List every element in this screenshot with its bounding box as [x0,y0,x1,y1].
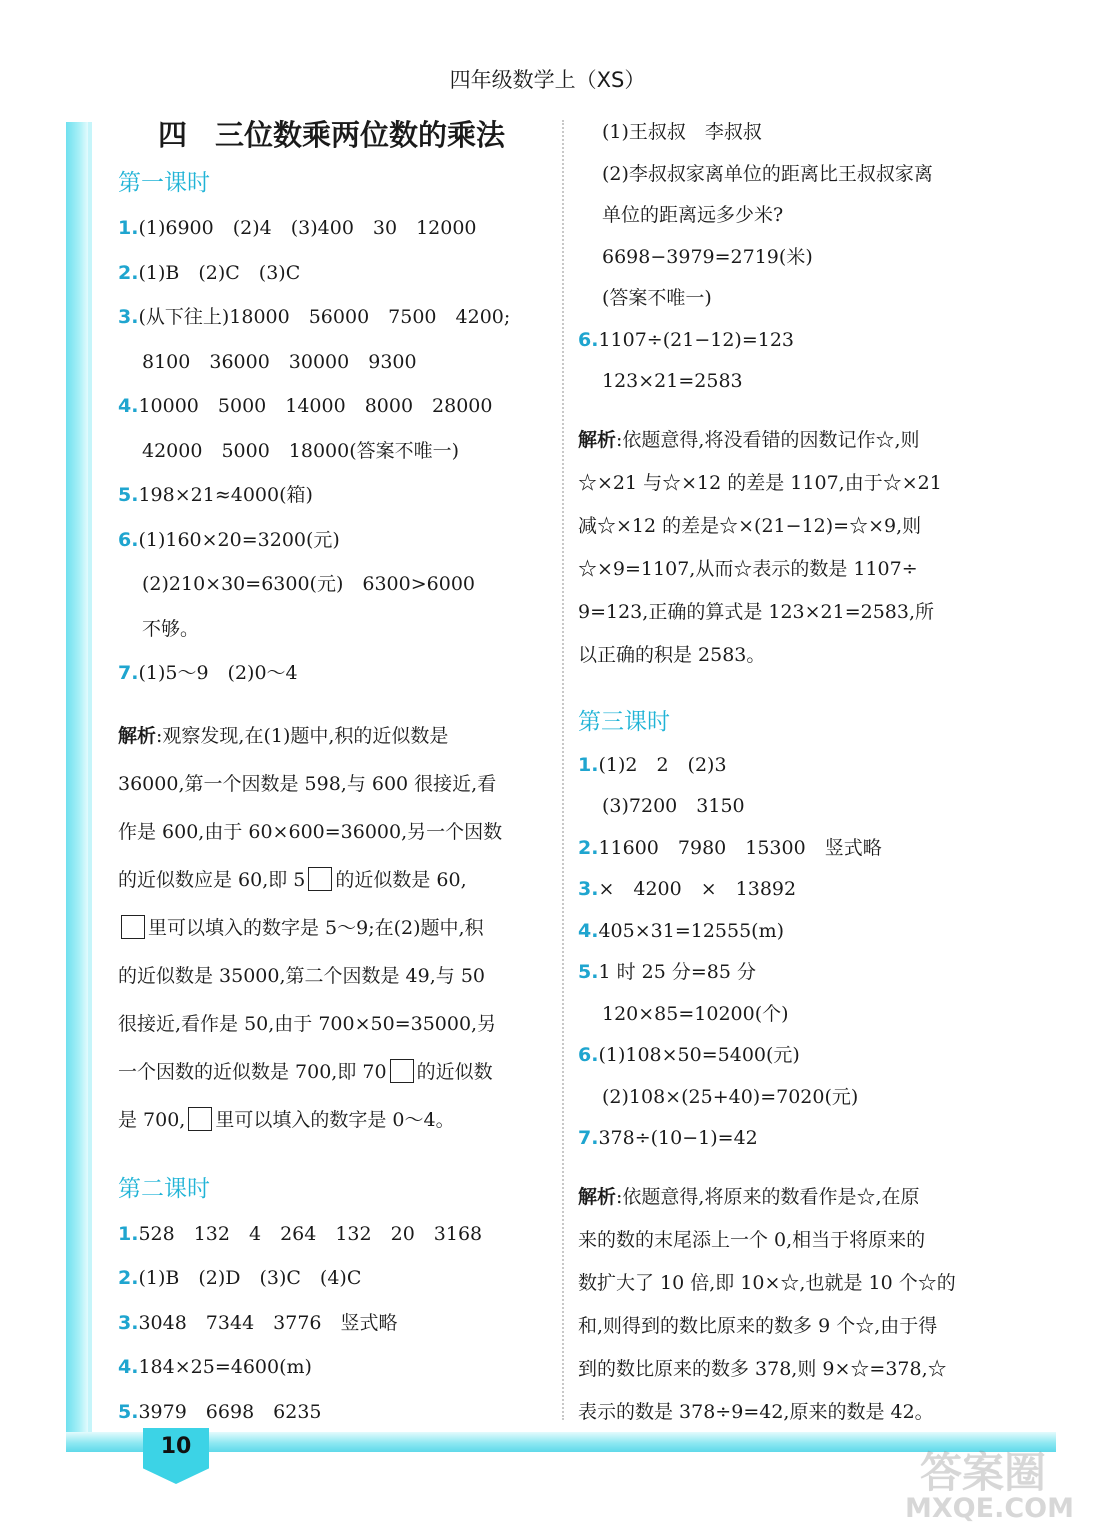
answer-line [118,1256,548,1301]
analysis-line [118,904,548,952]
answer-line [578,745,1018,787]
question-number: 2. [578,836,599,859]
answer-text: 120×85=10200(个) [602,1002,789,1025]
analysis-text: 里可以填入的数字是 0～4。 [215,1108,455,1131]
answer-text: 184×25=4600(m) [138,1356,312,1378]
answer-text: 3979 6698 6235 [138,1400,322,1423]
analysis-line: 和,则得到的数比原来的数多 9 个☆,由于得 [578,1314,938,1337]
answer-line [578,195,1018,237]
answer-line [578,828,1018,870]
answer-text: 123×21=2583 [602,370,743,392]
analysis-line: 很接近,看作是 50,由于 700×50=35000,另 [118,1012,497,1035]
analysis-text: 里可以填入的数字是 5～9;在(2)题中,积 [148,916,484,939]
analysis-line [118,856,548,904]
answer-text: (1)B (2)C (3)C [138,261,301,284]
left-decorative-border [66,122,88,1452]
answer-line [118,206,548,251]
answer-line [118,384,548,429]
answer-text: 405×31=12555(m) [598,919,785,942]
watermark-logo: 答案圈 [920,1448,1047,1497]
analysis-label: 解析 [578,1185,617,1208]
answer-line [578,911,1018,953]
answer-line [118,429,548,474]
blank-box [390,1059,414,1083]
answer-line [118,295,548,340]
analysis-line [578,419,1018,462]
answer-line [578,1077,1018,1119]
question-number: 3. [118,1311,139,1334]
answer-line [118,340,548,385]
left-border-inner [88,122,92,1434]
section-heading-lesson-1: 第一课时 [118,170,210,196]
answer-text: (3)7200 3150 [602,795,745,817]
answer-line [578,154,1018,196]
answer-line [118,1301,548,1346]
answer-text: (1)B (2)D (3)C (4)C [138,1267,362,1289]
answer-line [118,1390,548,1435]
answer-text: (1)160×20=3200(元) [138,528,340,551]
analysis-block [118,712,548,1144]
analysis-line: 以正确的积是 2583。 [578,643,766,666]
question-number: 1. [578,753,599,776]
analysis-line: 表示的数是 378÷9=42,原来的数是 42。 [578,1400,934,1423]
analysis-line [118,1096,548,1144]
right-column [578,112,1018,1456]
answer-line [118,518,548,563]
watermark-url: MXQE.COM [905,1493,1074,1524]
analysis-line: ☆×9=1107,从而☆表示的数是 1107÷ [578,557,918,580]
answer-line [578,320,1018,362]
answer-text: 378÷(10−1)=42 [598,1127,758,1149]
answer-line [578,869,1018,911]
analysis-line [118,1048,548,1096]
answer-line [578,278,1018,320]
answer-line [118,651,548,696]
answer-text: 6698−3979=2719(米) [602,245,813,268]
answer-text: 不够。 [142,617,200,640]
analysis-text: :依题意得,将没看错的因数记作☆,则 [616,428,920,451]
blank-box [121,915,145,939]
question-number: 7. [118,662,139,684]
analysis-text: 的近似数是 60, [335,868,467,891]
question-number: 6. [578,1044,599,1066]
answer-text: 198×21≈4000(箱) [138,484,313,506]
answer-text: 10000 5000 14000 8000 28000 [138,395,493,417]
question-number: 6. [578,328,599,351]
answer-text: (1)2 2 (2)3 [598,753,727,776]
analysis-line [578,1176,1018,1219]
analysis-line [118,712,548,760]
answer-text: (1)6900 (2)4 (3)400 30 12000 [138,217,477,239]
answer-text: 8100 36000 30000 9300 [142,350,417,373]
analysis-line: 9=123,正确的算式是 123×21=2583,所 [578,600,935,623]
analysis-text: :观察发现,在(1)题中,积的近似数是 [156,724,449,747]
analysis-line: 来的数的末尾添上一个 0,相当于将原来的 [578,1228,926,1251]
analysis-text: :依题意得,将原来的数看作是☆,在原 [616,1185,920,1208]
answer-text: (答案不唯一) [602,287,712,309]
blank-box [308,867,332,891]
answer-text: (1)5～9 (2)0～4 [138,662,298,684]
analysis-line: 到的数比原来的数多 378,则 9×☆=378,☆ [578,1357,947,1380]
analysis-line: 数扩大了 10 倍,即 10×☆,也就是 10 个☆的 [578,1271,956,1294]
chapter-number: 四 [158,118,188,152]
analysis-line: ☆×21 与☆×12 的差是 1107,由于☆×21 [578,471,942,494]
section-heading-lesson-3: 第三课时 [578,708,670,735]
question-number: 7. [578,1127,599,1149]
answer-line [578,361,1018,403]
answer-line [118,1212,548,1257]
analysis-label: 解析 [118,724,157,747]
chapter-title [158,110,548,160]
section-heading-lesson-2: 第二课时 [118,1175,210,1202]
analysis-line: 作是 600,由于 60×600=36000,另一个因数 [118,820,503,843]
question-number: 4. [578,919,599,942]
question-number: 5. [578,961,599,983]
question-number: 2. [118,261,139,284]
answer-line [578,1035,1018,1077]
answer-text: 528 132 4 264 132 20 3168 [138,1222,483,1245]
answer-line [578,952,1018,994]
answer-text: (1)108×50=5400(元) [598,1044,800,1066]
answer-line [118,1345,548,1390]
answer-text: 3048 7344 3776 竖式略 [138,1311,398,1334]
answer-line [118,251,548,296]
analysis-text: 的近似数 [416,1060,493,1083]
answer-line [578,994,1018,1036]
analysis-text: 的近似数应是 60,即 5 [118,868,306,891]
question-number: 2. [118,1267,139,1289]
answer-text: (2)李叔叔家离单位的距离比王叔叔家离 [602,162,933,185]
analysis-text: 一个因数的近似数是 700,即 70 [118,1060,387,1083]
answer-line [118,473,548,518]
answer-text: (1)王叔叔 李叔叔 [602,121,762,143]
page-number: 10 [160,1434,192,1459]
answer-line [578,786,1018,828]
question-number: 3. [578,878,599,900]
answer-text: 单位的距离远多少米? [602,204,784,226]
question-number: 4. [118,395,139,417]
analysis-line: 的近似数是 35000,第二个因数是 49,与 50 [118,964,485,987]
answer-line [118,607,548,652]
answer-text: 11600 7980 15300 竖式略 [598,836,882,859]
column-divider [562,120,564,1420]
answer-line [578,112,1018,154]
blank-box [188,1107,212,1131]
analysis-block [578,1176,1018,1434]
question-number: 5. [118,1400,139,1423]
answer-text: × 4200 × 13892 [598,878,797,900]
question-number: 3. [118,306,139,328]
answer-text: 42000 5000 18000(答案不唯一) [142,439,460,462]
answer-line [118,562,548,607]
analysis-line: 减☆×12 的差是☆×(21−12)=☆×9,则 [578,514,922,537]
answer-text: (2)210×30=6300(元) 6300>6000 [142,573,476,595]
question-number: 1. [118,1222,139,1245]
analysis-text: 是 700, [118,1108,186,1131]
question-number: 5. [118,484,139,506]
answer-text: 1107÷(21−12)=123 [598,328,795,351]
answer-line [578,237,1018,279]
answer-text: (从下往上)18000 56000 7500 4200; [138,306,511,328]
left-column [118,110,548,1434]
question-number: 1. [118,217,139,239]
running-header: 四年级数学上（XS） [449,68,646,92]
answer-text: 1 时 25 分=85 分 [598,961,756,983]
chapter-name: 三位数乘两位数的乘法 [215,118,506,152]
question-number: 6. [118,528,139,551]
question-number: 4. [118,1356,139,1378]
analysis-line: 36000,第一个因数是 598,与 600 很接近,看 [118,772,497,795]
analysis-block [578,419,1018,677]
answer-text: (2)108×(25+40)=7020(元) [602,1085,859,1108]
answer-line [578,1118,1018,1160]
analysis-label: 解析 [578,428,617,451]
